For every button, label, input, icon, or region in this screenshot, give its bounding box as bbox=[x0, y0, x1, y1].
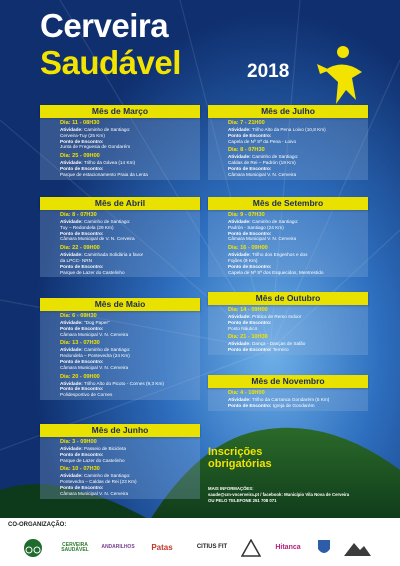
event-line-text: Parque de Lazer do Castelinho bbox=[60, 269, 125, 275]
month-card-maio bbox=[40, 298, 200, 400]
title-year: 2018 bbox=[247, 61, 290, 82]
event-line-label: Ponto de Encontro: bbox=[60, 263, 104, 269]
month-card-julho bbox=[208, 105, 368, 180]
event-line-text: Caminho de Santiago: bbox=[82, 473, 131, 479]
event-date: Dia: 20 - 09H00 bbox=[60, 373, 100, 380]
hitanca-logo-text: Hitanca bbox=[275, 544, 301, 552]
event-item bbox=[60, 374, 194, 398]
event-line-text: Padrón - Santiago (24 Km) bbox=[228, 224, 284, 230]
event-line-text: Prática de Remo Indoor bbox=[250, 314, 302, 319]
event-item bbox=[228, 245, 362, 275]
event-line-label: Atividade: bbox=[60, 252, 83, 258]
event-line-label: Atividade: bbox=[228, 341, 251, 347]
event-line-label: Ponto de Encontro: bbox=[60, 165, 104, 171]
event-item bbox=[228, 390, 362, 409]
month-body bbox=[208, 118, 368, 180]
event-date: Dia: 16 - 09H00 bbox=[228, 245, 268, 252]
event-item bbox=[60, 153, 194, 177]
patas-logo-text: Patas bbox=[151, 543, 173, 553]
month-header: Mês de Outubro bbox=[208, 292, 368, 305]
event-line-text: Câmara Municipal V. N. Cerveira bbox=[60, 364, 129, 370]
event-line bbox=[60, 365, 194, 371]
month-header: Mês de Novembro bbox=[208, 375, 368, 388]
month-body bbox=[40, 210, 200, 277]
event-item bbox=[228, 307, 362, 331]
event-date: Dia: 11 - 08H30 bbox=[60, 120, 100, 126]
event-line bbox=[60, 392, 194, 398]
month-body bbox=[40, 437, 200, 499]
info-contacts: saude@cm-vncerveira.pt / facebook: Município Vila Nova de Cerveira bbox=[208, 492, 350, 497]
event-line-text: Câmara Municipal V. N. Cerveira bbox=[60, 490, 129, 496]
event-date: Dia: 8 - 07H30 bbox=[228, 147, 265, 154]
event-line-label: Ponto de Encontro: bbox=[228, 319, 272, 325]
andarilhos-logo-text: ANDARILHOS bbox=[101, 544, 135, 551]
event-line-text: Posto Náutico bbox=[228, 325, 258, 331]
page-title-line1: Cerveira bbox=[40, 7, 169, 44]
event-line bbox=[228, 403, 362, 409]
event-line-text: Capela de Nª Sª da Pena - Loivo bbox=[228, 138, 297, 144]
event-line-text: Câmara Municipal V. N. Cerveira bbox=[228, 171, 297, 177]
event-line-label: Ponto de Encontro: bbox=[60, 325, 104, 331]
citius-fit-logo-text: CITIUS FIT bbox=[196, 544, 228, 551]
event-line bbox=[228, 139, 362, 145]
month-card-setembro bbox=[208, 197, 368, 277]
event-line bbox=[60, 491, 194, 497]
event-line-text: Terreiro bbox=[271, 347, 289, 353]
month-body bbox=[40, 311, 200, 400]
event-line bbox=[60, 172, 194, 178]
event-line-label: Ponto de Encontro: bbox=[60, 358, 104, 364]
event-line-label: Atividade: bbox=[228, 127, 251, 132]
event-line-text: Trilho dos Engenhos e dos bbox=[250, 252, 308, 258]
event-line-text: Caldas de Rei – Padrón (19 Km) bbox=[228, 160, 296, 166]
event-item bbox=[228, 147, 362, 177]
crest-logo bbox=[314, 536, 334, 560]
event-line-label: Atividade: bbox=[228, 219, 251, 224]
event-date: Dia: 3 - 09H00 bbox=[60, 439, 97, 445]
registration-line2: obrigatórias bbox=[208, 458, 272, 470]
event-line bbox=[60, 270, 194, 276]
info-phone: OU PELO TELEFONE 251 708 071 bbox=[208, 498, 277, 503]
event-line bbox=[228, 347, 362, 353]
event-item bbox=[228, 334, 362, 353]
event-line-label: Ponto de Encontro: bbox=[228, 165, 272, 171]
event-line-label: Ponto de Encontro: bbox=[60, 386, 104, 392]
bike-club-logo bbox=[18, 536, 48, 560]
event-line-label: Ponto de Encontro: bbox=[228, 402, 272, 408]
event-line-text: Capela de Nª Sª dos Esquecidos, Mentrestido bbox=[228, 269, 324, 275]
event-line bbox=[60, 144, 194, 150]
event-line bbox=[228, 326, 362, 332]
event-line-text: Trilho Alto do Picoto - Cornes (9,3 Km) bbox=[82, 380, 164, 386]
event-line-label: Atividade: bbox=[60, 219, 83, 224]
event-line-text: Trilho Alto da Pena Loivo (10,8 Km) bbox=[250, 127, 326, 132]
event-line-label: Atividade: bbox=[228, 314, 251, 319]
event-line bbox=[228, 236, 362, 242]
event-line bbox=[228, 172, 362, 178]
patas-logo bbox=[142, 536, 182, 560]
event-line-text: Cerveira-Tuy (25 Km) bbox=[60, 132, 105, 138]
coorganization-label: CO-ORGANIZAÇÃO: bbox=[8, 522, 67, 528]
event-item bbox=[228, 212, 362, 242]
event-item bbox=[60, 120, 194, 150]
event-line-label: Atividade: bbox=[60, 380, 83, 386]
contact-info bbox=[208, 486, 398, 504]
month-body bbox=[40, 118, 200, 180]
event-line bbox=[60, 332, 194, 338]
event-item bbox=[60, 212, 194, 242]
cerveira-saudavel-logo-text: CERVEIRA SAUDÁVEL bbox=[61, 541, 89, 553]
event-line-text: Caminhada Solidária a favor bbox=[82, 252, 144, 258]
event-line-text: da LPCC- NRN bbox=[60, 257, 93, 263]
event-line-label: Ponto de Encontro: bbox=[228, 230, 272, 236]
event-line-text: Câmara Municipal V. N. Cerveira bbox=[60, 331, 129, 337]
month-header: Mês de Julho bbox=[208, 105, 368, 118]
event-line-label: Atividade: bbox=[60, 473, 83, 479]
event-line-text: Câmara Municipal V. N. Cerveira bbox=[228, 236, 297, 242]
event-line-text: Tuy – Redondela (29 Km) bbox=[60, 224, 114, 230]
month-header: Mês de Setembro bbox=[208, 197, 368, 210]
month-header: Mês de Abril bbox=[40, 197, 200, 210]
event-date: Dia: 4 - 10H00 bbox=[228, 390, 265, 396]
event-line-text: Trilho da Gávea (14 Km) bbox=[82, 160, 136, 166]
event-date: Dia: 21 - 10H30 bbox=[228, 334, 268, 341]
event-item bbox=[60, 313, 194, 337]
event-date: Dia: 7 - 21H00 bbox=[228, 120, 265, 126]
event-date: Dia: 6 - 09H30 bbox=[60, 313, 97, 319]
event-item bbox=[228, 120, 362, 144]
event-line-label: Ponto de Encontro: bbox=[60, 484, 104, 490]
event-line-label: Atividade: bbox=[228, 397, 251, 402]
event-line-label: Atividade: bbox=[60, 160, 83, 166]
month-header: Mês de Março bbox=[40, 105, 200, 118]
mountain-club-logo bbox=[340, 536, 374, 560]
month-header: Mês de Junho bbox=[40, 424, 200, 437]
event-line-label: Atividade: bbox=[60, 446, 83, 451]
event-date: Dia: 22 - 09H00 bbox=[60, 245, 100, 252]
event-line-text: Caminho de Santiago: bbox=[82, 219, 131, 224]
registration-line1: Inscrições bbox=[208, 446, 263, 458]
month-body bbox=[208, 388, 368, 411]
event-line-text: Passeio de Bicicleta bbox=[82, 446, 126, 451]
event-line-text: Caminho de Santiago: bbox=[82, 127, 131, 132]
event-line-label: Ponto de Encontro: bbox=[228, 347, 272, 353]
event-line-text: Caminho de Santiago: bbox=[250, 219, 299, 224]
event-date: Dia: 14 - 09H00 bbox=[228, 307, 268, 313]
event-line bbox=[228, 270, 362, 276]
event-line-label: Ponto de Encontro: bbox=[228, 263, 272, 269]
event-line-label: Atividade: bbox=[60, 320, 83, 325]
event-line-text: Pontevedra – Caldas de Rei (23 Km) bbox=[60, 479, 137, 485]
page-title-line2: Saudável bbox=[40, 44, 181, 81]
event-date: Dia: 8 - 07H30 bbox=[60, 212, 97, 218]
event-line-text: Fojões (9 Km) bbox=[228, 257, 258, 263]
event-line-text: Caminho de Santiago: bbox=[250, 154, 299, 160]
event-line-label: Atividade: bbox=[60, 347, 83, 353]
event-item bbox=[60, 439, 194, 463]
event-line-label: Ponto de Encontro: bbox=[60, 230, 104, 236]
triangle-logo bbox=[238, 536, 264, 560]
month-header: Mês de Maio bbox=[40, 298, 200, 311]
event-line-text: "Dog Paper" bbox=[82, 320, 110, 325]
info-label: MAIS INFORMAÇÕES: bbox=[208, 486, 254, 491]
event-line-text: Trilho da Carranca Gondarém (5 Km) bbox=[250, 397, 330, 402]
event-date: Dia: 13 - 07H30 bbox=[60, 340, 100, 347]
event-line-text: Parque de estacionamento Praia da Lenta bbox=[60, 171, 148, 177]
event-line-text: Parque de Lazer do Castelinho bbox=[60, 457, 125, 463]
event-line-label: Atividade: bbox=[228, 154, 251, 160]
event-item bbox=[60, 245, 194, 275]
hitanca-logo bbox=[268, 536, 308, 560]
event-line-text: Polidesportivo de Cornes bbox=[60, 392, 113, 398]
event-line-label: Ponto de Encontro: bbox=[228, 132, 272, 138]
event-line-text: Igreja de Gondarém bbox=[271, 402, 315, 408]
andarilhos-logo bbox=[98, 536, 138, 560]
month-card-abril bbox=[40, 197, 200, 277]
month-card-marco bbox=[40, 105, 200, 180]
cerveira-saudavel-logo bbox=[58, 536, 92, 560]
event-date: Dia: 9 - 07H30 bbox=[228, 212, 265, 218]
event-line-label: Ponto de Encontro: bbox=[60, 138, 104, 144]
month-card-junho bbox=[40, 424, 200, 499]
event-line bbox=[60, 458, 194, 464]
event-item bbox=[60, 340, 194, 370]
event-line-text: Redondela – Pontevedra (24 Km) bbox=[60, 353, 130, 359]
event-date: Dia: 25 - 09H00 bbox=[60, 153, 100, 160]
month-card-novembro bbox=[208, 375, 368, 411]
event-line-label: Atividade: bbox=[228, 252, 251, 258]
event-line-text: Dança - Danças de Salão bbox=[250, 341, 306, 347]
registration-notice bbox=[208, 446, 272, 470]
month-body bbox=[208, 210, 368, 277]
month-body bbox=[208, 305, 368, 355]
event-line-text: Caminho de Santiago: bbox=[82, 347, 131, 353]
event-line-label: Ponto de Encontro: bbox=[60, 451, 104, 457]
event-item bbox=[60, 466, 194, 496]
event-line-label: Atividade: bbox=[60, 127, 83, 132]
event-date: Dia: 10 - 07H30 bbox=[60, 466, 100, 473]
citius-fit-logo bbox=[190, 536, 234, 560]
event-line bbox=[60, 236, 194, 242]
month-card-outubro bbox=[208, 292, 368, 355]
event-line-text: Câmara Municipal de V. N. Cerveira bbox=[60, 236, 135, 242]
event-line-text: Junta de Freguesia de Gondarém bbox=[60, 144, 131, 150]
